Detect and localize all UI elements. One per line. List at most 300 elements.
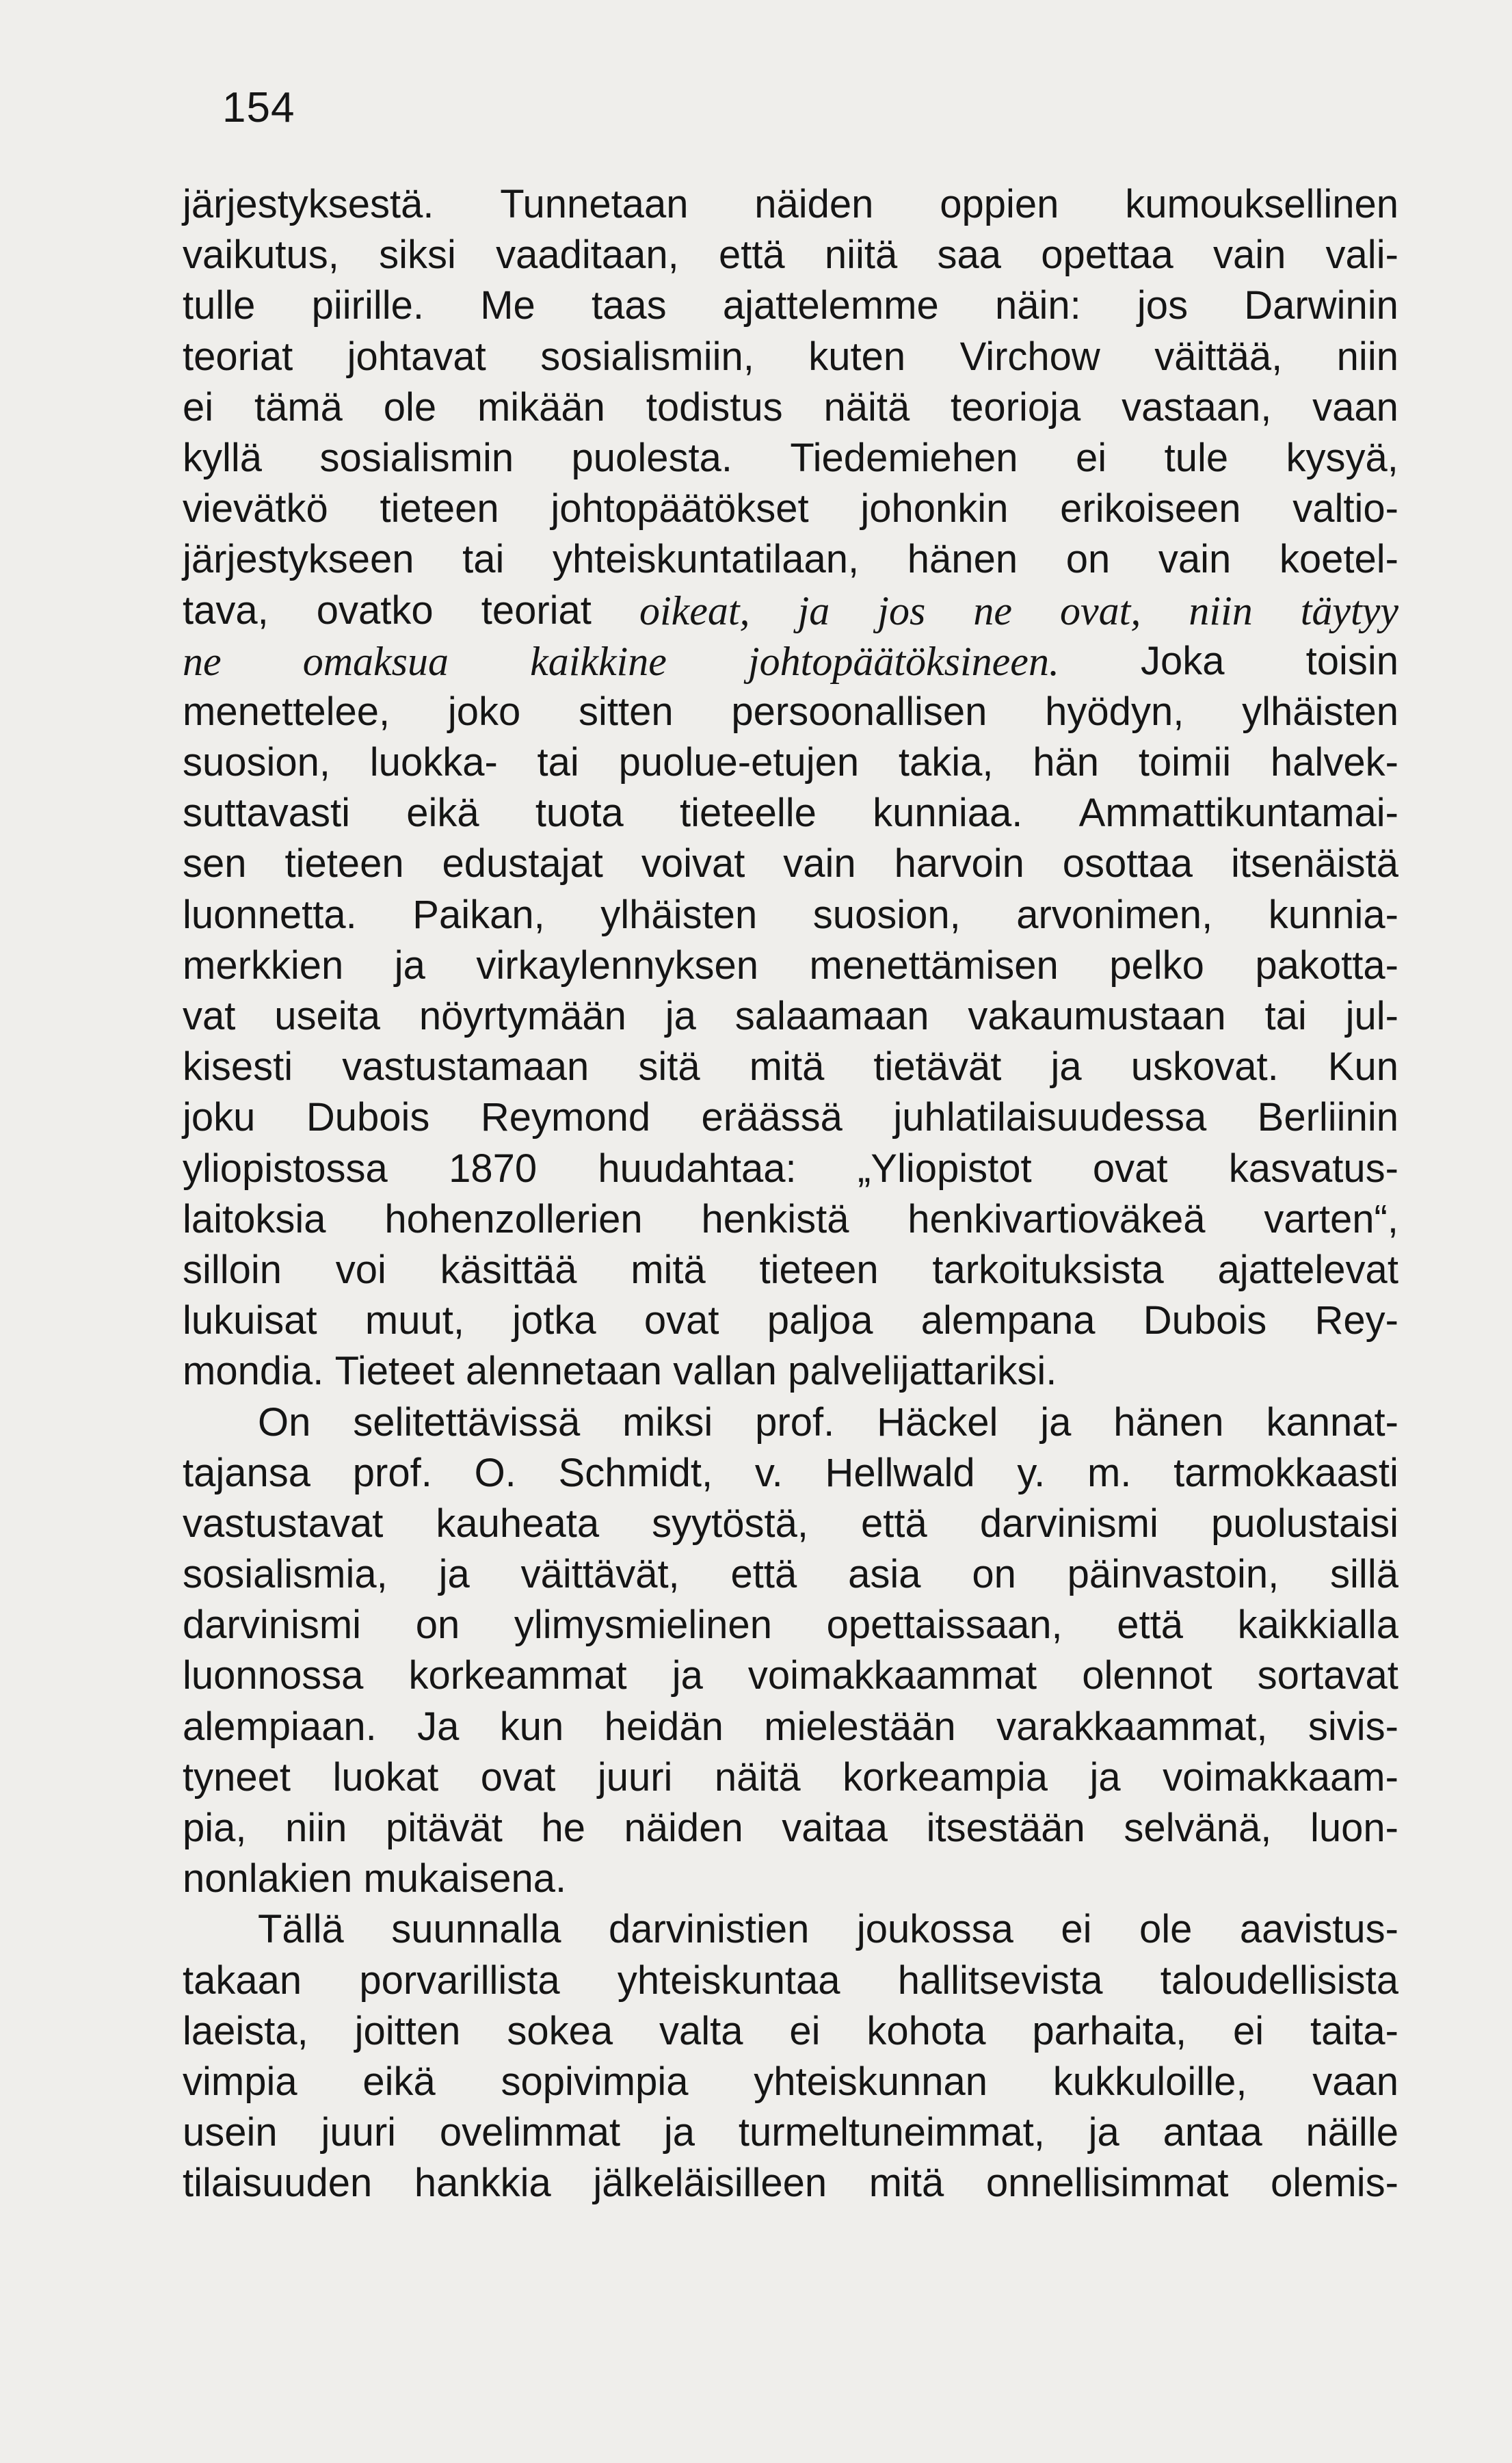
text-line	[183, 1346, 1398, 1397]
word: Rey-	[1314, 1298, 1398, 1343]
word: jälkeläisilleen	[593, 2161, 827, 2206]
text-line	[183, 1650, 1398, 1701]
text-line	[183, 636, 1398, 687]
word: vastustamaan	[342, 1044, 589, 1090]
text-line	[183, 534, 1398, 585]
emphasized-word: oikeat,	[639, 588, 750, 633]
word: virkaylennyksen	[476, 943, 759, 988]
word: ja	[1088, 2110, 1119, 2155]
word: Darwinin	[1244, 283, 1398, 328]
word: näille	[1305, 2110, 1398, 2155]
word: voi	[335, 1247, 386, 1292]
word: tieteen	[380, 486, 499, 531]
word: Tunnetaan	[500, 182, 689, 226]
word: O.	[474, 1450, 516, 1495]
word: yliopistossa	[183, 1146, 388, 1191]
word: Virchow	[959, 334, 1100, 379]
word: mielestään	[764, 1704, 956, 1749]
emphasized-word: jos	[877, 588, 926, 633]
text-line	[183, 687, 1398, 737]
text-line	[183, 179, 1398, 230]
word: luokka-	[369, 740, 498, 785]
word: miksi	[622, 1399, 713, 1445]
word: parhaita,	[1032, 2008, 1187, 2053]
word: mukaisena.	[363, 1856, 567, 1901]
word: henkistä	[701, 1196, 849, 1241]
word: usein	[183, 2110, 278, 2155]
word: juhlatilaisuudessa	[893, 1095, 1207, 1140]
text-line	[183, 382, 1398, 433]
word: varakkaammat,	[996, 1704, 1268, 1749]
word: arvonimen,	[1016, 892, 1213, 937]
word: hänen	[1113, 1399, 1224, 1445]
word: persoonallisen	[731, 689, 987, 734]
word: teoriat	[183, 334, 293, 379]
word: takia,	[898, 740, 994, 785]
word: juuri	[597, 1754, 673, 1800]
word: väittävät,	[520, 1552, 680, 1597]
word: voivat	[641, 841, 745, 886]
word: suunnalla	[391, 1907, 561, 1952]
word: joukossa	[856, 1907, 1013, 1952]
word: ja	[1089, 1754, 1121, 1800]
word: näiden	[754, 182, 874, 226]
word: antaa	[1163, 2110, 1262, 2155]
word: ja	[1050, 1044, 1082, 1090]
text-line	[183, 1397, 1398, 1448]
text-line	[183, 1549, 1398, 1600]
word: ei	[1061, 1907, 1092, 1952]
word: 1870	[449, 1146, 538, 1191]
word: v.	[754, 1450, 783, 1495]
word: heidän	[604, 1704, 724, 1749]
word: Kun	[1327, 1044, 1398, 1090]
word: eikä	[362, 2059, 436, 2104]
word: vakaumustaan	[968, 994, 1226, 1038]
text-line	[183, 1702, 1398, 1752]
word: valtio-	[1292, 486, 1398, 531]
word: oppien	[940, 182, 1059, 226]
word: hänen	[907, 537, 1018, 582]
text-line	[183, 1955, 1398, 2006]
word: pakotta-	[1255, 943, 1398, 988]
word: sillä	[1330, 1552, 1398, 1597]
word: selitettävissä	[353, 1399, 581, 1445]
word: tyneet	[183, 1754, 291, 1800]
word: Tieteet	[334, 1349, 455, 1394]
word: alempiaan.	[183, 1704, 377, 1749]
word: luonnetta.	[183, 892, 357, 937]
word: sivis-	[1308, 1704, 1398, 1749]
word: ja	[672, 1653, 703, 1698]
emphasized-word: omaksua	[302, 638, 449, 684]
word: on	[1065, 537, 1111, 582]
word: opettaissaan,	[826, 1603, 1063, 1648]
word: Me	[480, 283, 535, 328]
word: hallitsevista	[897, 1958, 1103, 2003]
word: voimakkaammat	[747, 1653, 1037, 1698]
word: y.	[1017, 1450, 1046, 1495]
word: sen	[183, 841, 247, 886]
word: tai	[1264, 994, 1307, 1038]
word: halvek-	[1270, 740, 1398, 785]
word: On	[258, 1399, 311, 1445]
word: erikoiseen	[1060, 486, 1241, 531]
word: olennot	[1082, 1653, 1212, 1698]
word: Paikan,	[412, 892, 545, 937]
word: hankkia	[414, 2161, 551, 2206]
word: vaikutus,	[183, 233, 339, 278]
word: puolesta.	[571, 435, 732, 480]
word: ei	[1076, 435, 1107, 480]
word: joitten	[354, 2008, 461, 2053]
word: kysyä,	[1286, 435, 1398, 480]
word: opettaa	[1041, 233, 1173, 278]
word: itsenäistä	[1230, 841, 1398, 886]
word: darvinismi	[183, 1603, 362, 1648]
word: vain	[783, 841, 856, 886]
word: itsestään	[926, 1806, 1085, 1850]
word: uskovat.	[1130, 1044, 1279, 1090]
word: luonnossa	[183, 1653, 364, 1698]
word: tulle	[183, 283, 256, 328]
word: näiden	[624, 1806, 743, 1850]
word: mitä	[749, 1044, 825, 1090]
word: jul-	[1345, 994, 1398, 1038]
word: sortavat	[1257, 1653, 1398, 1698]
text-line	[183, 1752, 1398, 1803]
word: aavistus-	[1239, 1907, 1398, 1952]
word: vastustavat	[183, 1501, 384, 1546]
word: vali-	[1325, 233, 1398, 278]
word: jos	[1137, 283, 1189, 328]
word: johtavat	[347, 334, 486, 379]
word: darvinismi	[979, 1501, 1158, 1546]
word: eräässä	[701, 1095, 843, 1140]
word: vaitaa	[782, 1806, 888, 1850]
word: alennetaan	[465, 1349, 663, 1394]
word: näitä	[714, 1754, 801, 1800]
text-line	[183, 940, 1398, 991]
word: että	[718, 233, 785, 278]
text-line	[183, 1194, 1398, 1245]
word: Tällä	[258, 1907, 344, 1952]
word: ei	[789, 2008, 821, 2053]
text-line	[183, 484, 1398, 534]
word: vaan	[1312, 384, 1398, 430]
word: tajansa	[183, 1450, 311, 1495]
word: ole	[383, 384, 437, 430]
word: siksi	[379, 233, 456, 278]
text-line	[183, 1854, 1398, 1904]
word: palvelijattariksi.	[788, 1349, 1057, 1394]
word: olemis-	[1271, 2161, 1398, 2206]
word: ei	[183, 384, 214, 430]
word: mitä	[631, 1247, 706, 1292]
word: sokea	[507, 2008, 613, 2053]
word: tule	[1164, 435, 1229, 480]
word: juuri	[321, 2110, 397, 2155]
word: puolustaisi	[1210, 1501, 1398, 1546]
word: yhteiskuntaa	[617, 1958, 840, 2003]
word: ajattelemme	[722, 283, 939, 328]
word: selvänä,	[1124, 1806, 1272, 1850]
word: tietävät	[873, 1044, 1002, 1090]
word: näitä	[823, 384, 910, 430]
page-number: 154	[222, 84, 295, 131]
word: vain	[1158, 537, 1232, 582]
word: Reymond	[480, 1095, 651, 1140]
word: niin	[1336, 334, 1398, 379]
word: prof.	[755, 1399, 835, 1445]
word: toimii	[1138, 740, 1232, 785]
word: luon-	[1310, 1806, 1398, 1850]
word: hän	[1033, 740, 1100, 785]
word: tai	[537, 740, 579, 785]
word: tuota	[535, 791, 624, 836]
emphasized-word: kaikkine	[530, 638, 667, 684]
word: Berliinin	[1257, 1095, 1398, 1140]
word: menettämisen	[809, 943, 1059, 988]
word: lukuisat	[183, 1298, 317, 1343]
word: vievätkö	[183, 486, 328, 531]
word: tarmokkaasti	[1173, 1450, 1398, 1495]
word: että	[730, 1552, 797, 1597]
word: taita-	[1310, 2008, 1398, 2053]
text-line	[183, 1295, 1398, 1346]
word: he	[541, 1806, 585, 1850]
word: vaaditaan,	[496, 233, 679, 278]
word: teoriat	[481, 588, 592, 633]
word: järjestykseen	[183, 537, 414, 582]
word: käsittää	[440, 1247, 577, 1292]
word: vat	[183, 994, 236, 1038]
word: vallan	[673, 1349, 777, 1394]
text-line	[183, 2158, 1398, 2209]
word: niitä	[824, 233, 898, 278]
word: sosialismiin,	[540, 334, 754, 379]
word: ylimysmielinen	[514, 1603, 772, 1648]
word: korkeampia	[843, 1754, 1048, 1800]
text-line	[183, 1042, 1398, 1092]
text-line	[183, 991, 1398, 1042]
word: vastaan,	[1122, 384, 1272, 430]
word: onnellisimmat	[985, 2161, 1229, 2206]
word: kauheata	[436, 1501, 600, 1546]
emphasized-word: ne	[183, 638, 222, 684]
text-line	[183, 1144, 1398, 1194]
emphasized-word: johtopäätöksineen.	[748, 638, 1059, 684]
text-line	[183, 2006, 1398, 2057]
word: suosion,	[812, 892, 961, 937]
word: edustajat	[442, 841, 603, 886]
word: hyödyn,	[1045, 689, 1184, 734]
word: vain	[1212, 233, 1286, 278]
word: kohota	[866, 2008, 986, 2053]
word: laitoksia	[183, 1196, 326, 1241]
word: kisesti	[183, 1044, 293, 1090]
text-line	[183, 585, 1398, 636]
text-line	[183, 1448, 1398, 1499]
word: Häckel	[877, 1399, 998, 1445]
word: yhteiskuntatilaan,	[553, 537, 860, 582]
word: kannat-	[1266, 1399, 1398, 1445]
text-line	[183, 1600, 1398, 1650]
word: merkkien	[183, 943, 344, 988]
word: mitä	[868, 2161, 944, 2206]
text-line	[183, 280, 1398, 331]
word: joko	[447, 689, 521, 734]
word: ovatko	[316, 588, 434, 633]
word: järjestyksestä.	[183, 182, 434, 226]
word: silloin	[183, 1247, 282, 1292]
word: valta	[659, 2008, 743, 2053]
word: puolue-etujen	[618, 740, 860, 785]
word: kuten	[808, 334, 906, 379]
word: sosialismia,	[183, 1552, 388, 1597]
word: johonkin	[860, 486, 1009, 531]
word: Tiedemiehen	[790, 435, 1018, 480]
text-line	[183, 1904, 1398, 1955]
word: alempana	[920, 1298, 1096, 1343]
word: kunnia-	[1268, 892, 1398, 937]
word: turmeltuneimmat,	[738, 2110, 1045, 2155]
word: ovat	[644, 1298, 719, 1343]
text-line	[183, 1245, 1398, 1295]
word: Ja	[417, 1704, 460, 1749]
word: ei	[1233, 2008, 1264, 2053]
word: suttavasti	[183, 791, 350, 836]
word: korkeammat	[408, 1653, 627, 1698]
text-line	[183, 433, 1398, 484]
word: kaikkialla	[1237, 1603, 1398, 1648]
word: tai	[462, 537, 505, 582]
word: koetel-	[1279, 537, 1398, 582]
word: tieteen	[284, 841, 404, 886]
text-line	[183, 230, 1398, 280]
word: ylhäisten	[1242, 689, 1398, 734]
text-line	[183, 1092, 1398, 1143]
word: porvarillista	[359, 1958, 560, 2003]
emphasized-word: niin	[1189, 588, 1253, 633]
word: kunniaa.	[873, 791, 1023, 836]
word: henkivartioväkeä	[907, 1196, 1206, 1241]
word: ja	[1040, 1399, 1072, 1445]
word: eikä	[406, 791, 479, 836]
word: Ammattikuntamai-	[1078, 791, 1398, 836]
word: Hellwald	[825, 1450, 975, 1495]
word: että	[861, 1501, 927, 1546]
word: niin	[285, 1806, 347, 1850]
word: ja	[665, 994, 696, 1038]
word: salaamaan	[734, 994, 929, 1038]
word: kukkuloille,	[1052, 2059, 1247, 2104]
text-line	[183, 1803, 1398, 1854]
word: että	[1117, 1603, 1184, 1648]
emphasized-word: ovat,	[1060, 588, 1141, 633]
word: ajattelevat	[1217, 1247, 1398, 1292]
word: takaan	[183, 1958, 302, 2003]
word: Dubois	[1143, 1298, 1267, 1343]
word: voimakkaam-	[1163, 1754, 1398, 1800]
body-text	[183, 179, 1398, 2209]
word: Schmidt,	[558, 1450, 713, 1495]
word: Dubois	[306, 1095, 430, 1140]
emphasized-word: täytyy	[1300, 588, 1398, 633]
word: harvoin	[894, 841, 1024, 886]
text-line	[183, 839, 1398, 889]
word: laeista,	[183, 2008, 308, 2053]
text-line	[183, 890, 1398, 940]
word: todistus	[646, 384, 783, 430]
word: tieteelle	[680, 791, 817, 836]
word: jotka	[512, 1298, 596, 1343]
word: huudahtaa:	[598, 1146, 797, 1191]
word: ja	[438, 1552, 470, 1597]
word: näin:	[994, 283, 1081, 328]
word: yhteiskunnan	[754, 2059, 988, 2104]
word: vimpia	[183, 2059, 297, 2104]
word: toisin	[1305, 638, 1398, 683]
word: kasvatus-	[1228, 1146, 1398, 1191]
word: piirille.	[311, 283, 424, 328]
word: joku	[183, 1095, 256, 1140]
word: tava,	[183, 588, 269, 633]
word: asia	[848, 1552, 921, 1597]
word: muut,	[364, 1298, 464, 1343]
word: sosialismin	[319, 435, 514, 480]
word: prof.	[352, 1450, 432, 1495]
word: teorioja	[951, 384, 1081, 430]
word: „Yliopistot	[857, 1146, 1032, 1191]
word: pia,	[183, 1806, 247, 1850]
text-line	[183, 788, 1398, 839]
word: suosion,	[183, 740, 331, 785]
text-line	[183, 737, 1398, 788]
word: väittää,	[1154, 334, 1283, 379]
word: tieteen	[759, 1247, 879, 1292]
word: pitävät	[385, 1806, 503, 1850]
word: vaan	[1312, 2059, 1398, 2104]
word: tämä	[254, 384, 343, 430]
text-line	[183, 2107, 1398, 2158]
word: taas	[591, 283, 667, 328]
word: paljoa	[767, 1298, 873, 1343]
word: on	[972, 1552, 1016, 1597]
word: sopivimpia	[501, 2059, 689, 2104]
word: ovat	[480, 1754, 556, 1800]
word: taloudellisista	[1160, 1958, 1398, 2003]
text-line	[183, 1499, 1398, 1549]
text-line	[183, 2057, 1398, 2107]
word: darvinistien	[609, 1907, 810, 1952]
word: mikään	[477, 384, 605, 430]
word: saa	[937, 233, 1002, 278]
emphasized-word: ja	[797, 588, 830, 633]
word: kyllä	[183, 435, 263, 480]
word: ylhäisten	[600, 892, 758, 937]
word: luokat	[332, 1754, 439, 1800]
word: useita	[274, 994, 381, 1038]
word: kun	[499, 1704, 564, 1749]
text-line	[183, 332, 1398, 382]
word: on	[415, 1603, 460, 1648]
word: ja	[394, 943, 425, 988]
word: kumouksellinen	[1125, 182, 1398, 226]
word: pelko	[1109, 943, 1204, 988]
emphasized-word: ne	[973, 588, 1012, 633]
word: menettelee,	[183, 689, 390, 734]
